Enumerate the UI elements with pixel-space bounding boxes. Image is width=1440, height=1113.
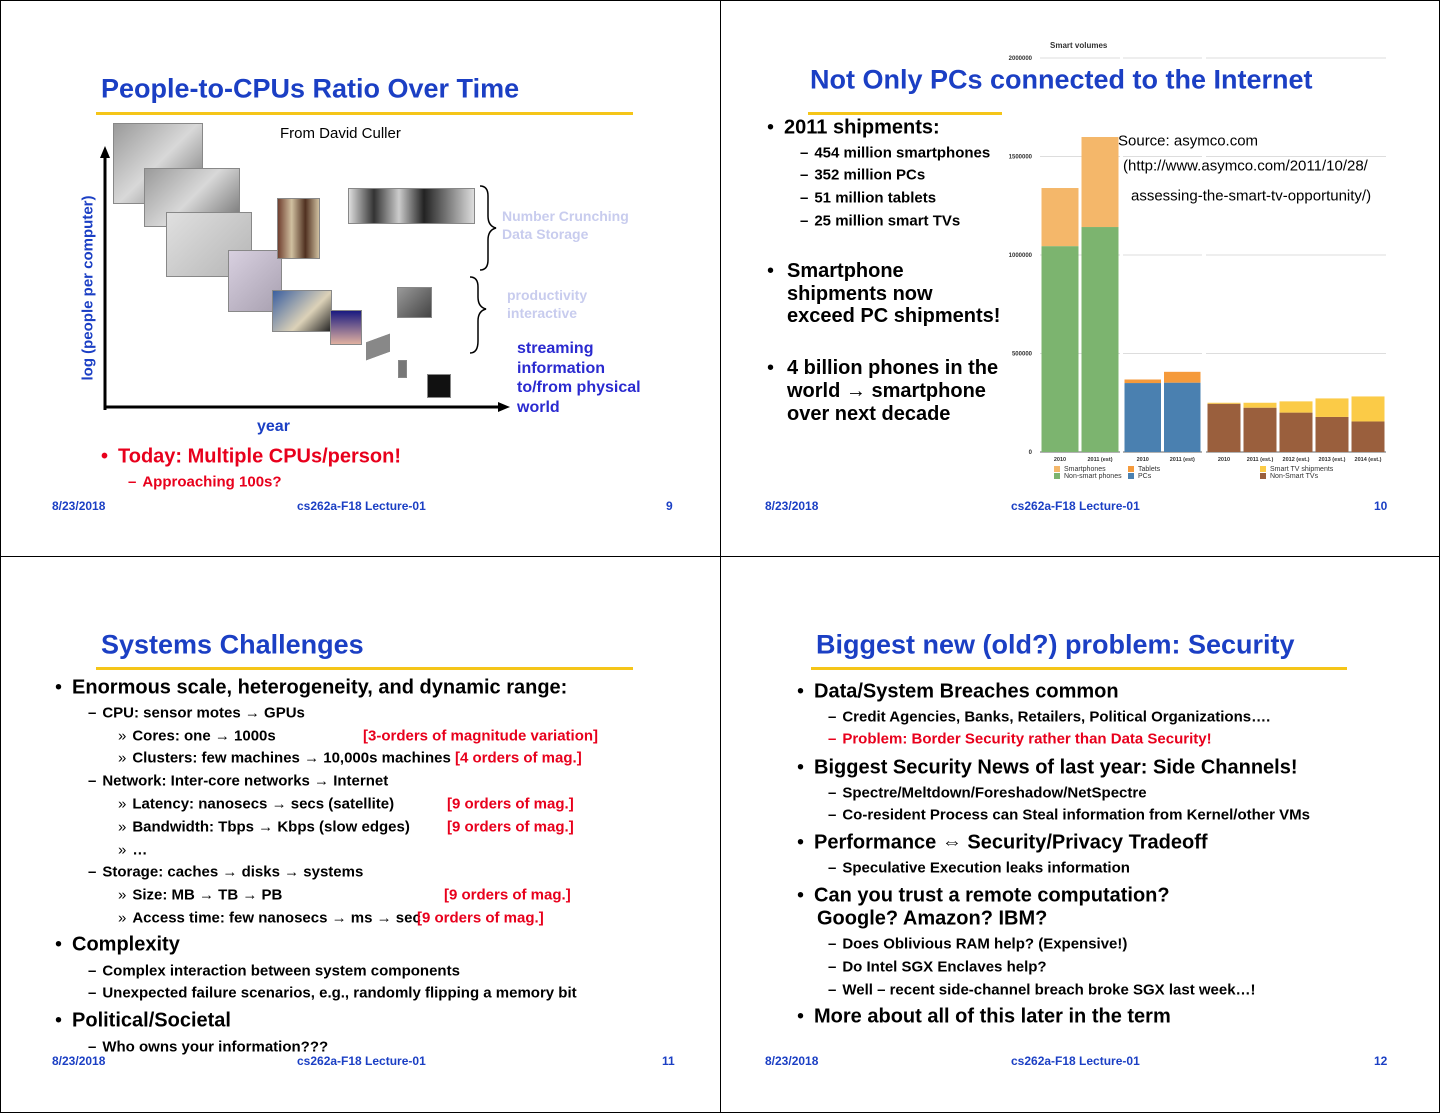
page-number: 10	[1374, 499, 1388, 513]
bullet-text: Network: Inter-core networks → Internet	[102, 772, 389, 790]
slide-title: Systems Challenges	[101, 629, 364, 660]
page-number: 9	[666, 499, 673, 513]
sub-sub-bullet: » Size: MB → TB → PB	[118, 886, 283, 904]
page-number: 11	[662, 1054, 675, 1068]
bullet-text: More about all of this later in the term	[814, 1005, 1171, 1028]
legend-item	[1054, 473, 1122, 480]
legend-swatch	[1260, 473, 1266, 479]
title-underline	[96, 667, 633, 670]
bar-smart-tv-shipments	[1352, 396, 1385, 421]
sub-bullet: – 25 million smart TVs	[800, 212, 961, 230]
x-tick-label: 2014 (est.)	[1354, 457, 1382, 463]
legend-item	[1128, 473, 1151, 480]
label-line: streaming	[517, 340, 594, 357]
bullet-text: Complex interaction between system components	[102, 962, 460, 980]
bullet-text: Size: MB → TB → PB	[132, 886, 283, 904]
bullet-text: 352 million PCs	[814, 166, 926, 184]
bullet-text: Do Intel SGX Enclaves help?	[842, 958, 1047, 976]
bullet-shipments: • 2011 shipments:	[767, 116, 940, 139]
bar-smartphones	[1042, 188, 1079, 246]
label-line: interactive	[507, 305, 578, 321]
bullet-text: Spectre/Meltdown/Foreshadow/NetSpectre	[842, 784, 1147, 802]
legend-swatch	[1054, 473, 1060, 479]
bullet: • Biggest Security News of last year: Side Channels!	[797, 756, 1298, 779]
source-line: Source: asymco.com	[1118, 132, 1259, 150]
bar-smartphones	[1082, 137, 1119, 227]
bullet-text: Access time: few nanosecs → ms → sec	[132, 909, 421, 927]
bullet-text: Credit Agencies, Banks, Retailers, Political Organizations….	[842, 708, 1271, 726]
bullet: • Data/System Breaches common	[797, 680, 1119, 703]
y-tick-label: 2000000	[1008, 56, 1032, 62]
sub-bullet: – Spectre/Meltdown/Foreshadow/NetSpectre	[828, 784, 1147, 802]
bar-smart-tv-shipments	[1244, 403, 1277, 408]
bullet-text: 25 million smart TVs	[814, 212, 961, 230]
bullet-text: Speculative Execution leaks information	[842, 859, 1130, 877]
slide-title: Biggest new (old?) problem: Security	[816, 629, 1295, 660]
legend-item	[1260, 473, 1318, 480]
legend-label: Tablets	[1138, 466, 1161, 473]
sub-bullet: – Approaching 100s?	[128, 473, 282, 491]
bullet-text: …	[132, 841, 148, 859]
bar-pcs	[1164, 383, 1201, 452]
sub-bullet: – Network: Inter-core networks → Internet	[88, 772, 389, 790]
bar-non-smart-tvs	[1352, 421, 1385, 452]
source-url-line: assessing-the-smart-tv-opportunity/)	[1131, 187, 1372, 205]
sub-bullet: – 352 million PCs	[800, 166, 926, 184]
legend-label: Smart TV shipments	[1270, 466, 1334, 473]
sub-bullet: – Unexpected failure scenarios, e.g., randomly flipping a memory bit	[88, 984, 577, 1002]
x-tick-label: 2010	[1217, 457, 1231, 463]
bullet-text: 454 million smartphones	[814, 144, 991, 162]
sub-bullet: – Who owns your information???	[88, 1038, 329, 1056]
bullet-line: shipments now	[787, 282, 933, 305]
bar-non-smart-tvs	[1280, 413, 1313, 452]
footer-course: cs262a-F18 Lecture-01	[1011, 499, 1140, 513]
bullet-text: Unexpected failure scenarios, e.g., randomly flipping a memory bit	[102, 984, 577, 1002]
x-tick-label: 2011 (est.)	[1246, 457, 1274, 463]
sub-bullet: – Well – recent side-channel breach broke SGX last week…!	[828, 981, 1256, 999]
note: [9 orders of mag.]	[447, 795, 574, 813]
bullet-text: Does Oblivious RAM help? (Expensive!)	[842, 935, 1128, 953]
label-line: productivity	[507, 287, 588, 303]
x-axis-label: year	[257, 418, 290, 435]
note: [9 orders of mag.]	[447, 818, 574, 836]
bullet-text: 2011 shipments:	[784, 116, 940, 139]
legend-item	[1260, 466, 1333, 473]
footer-course: cs262a-F18 Lecture-01	[297, 499, 426, 513]
legend-swatch	[1260, 466, 1266, 472]
label-line: to/from physical	[517, 379, 641, 396]
sub-bullet: – CPU: sensor motes → GPUs	[88, 704, 305, 722]
sub-bullet: – Credit Agencies, Banks, Retailers, Political Organizations….	[828, 708, 1271, 726]
bar-non-smart-tvs	[1244, 408, 1277, 452]
bullet-continuation: Google? Amazon? IBM?	[817, 907, 1048, 930]
bar-smart-tv-shipments	[1316, 398, 1349, 417]
bullet-text: Cores: one → 1000s	[132, 727, 276, 745]
bullet-text: Enormous scale, heterogeneity, and dynamic range:	[72, 676, 568, 699]
label-line: Number Crunching	[502, 208, 629, 224]
slide-title: Not Only PCs connected to the Internet	[810, 64, 1313, 95]
sub-bullet: – 454 million smartphones	[800, 144, 991, 162]
source-url-line: (http://www.asymco.com/2011/10/28/	[1123, 157, 1368, 175]
sub-bullet: – Storage: caches → disks → systems	[88, 863, 364, 881]
sub-bullet: – Speculative Execution leaks information	[828, 859, 1130, 877]
bullet-text: Complexity	[72, 933, 180, 956]
bullet-line: world → smartphone	[787, 380, 986, 402]
bullet-text: Can you trust a remote computation?	[814, 884, 1170, 907]
sub-sub-bullet: » Bandwidth: Tbps → Kbps (slow edges)	[118, 818, 410, 836]
note: [3-orders of magnitude variation]	[363, 727, 599, 745]
bullet-text: Data/System Breaches common	[814, 680, 1119, 703]
y-tick-label: 1500000	[1008, 154, 1032, 161]
sub-bullet: – Do Intel SGX Enclaves help?	[828, 958, 1047, 976]
bullet-smartphone: • Smartphone shipments now exceed PC shipments!	[767, 260, 1001, 327]
bullet: • Complexity	[55, 933, 180, 956]
sub-bullet: – 51 million tablets	[800, 189, 937, 207]
bar-non-smart-phones	[1082, 227, 1119, 452]
bar-non-smart-phones	[1042, 246, 1079, 452]
legend-label: PCs	[1138, 473, 1152, 480]
title-underline	[811, 667, 1347, 670]
bullet-text: 51 million tablets	[814, 189, 937, 207]
sub-sub-bullet: » …	[118, 841, 148, 859]
legend-label: Non-smart phones	[1064, 473, 1122, 480]
bullet-text: Clusters: few machines → 10,000s machines	[132, 749, 451, 767]
bullet-text: Well – recent side-channel breach broke SGX last week…!	[842, 981, 1256, 999]
bullet-line: over next decade	[787, 403, 951, 425]
bullet: • Political/Societal	[55, 1009, 231, 1032]
bullet-line: Smartphone	[787, 260, 904, 282]
bullet-4-billion: • 4 billion phones in the world → smartphone over next decade	[767, 357, 999, 425]
legend-label: Non-Smart TVs	[1270, 473, 1319, 480]
bar-pcs	[1125, 383, 1162, 452]
x-tick-label: 2011 (est)	[1087, 457, 1113, 463]
bullet: • Enormous scale, heterogeneity, and dynamic range:	[55, 676, 568, 699]
bullet-text: Co-resident Process can Steal information from Kernel/other VMs	[842, 806, 1310, 824]
bullet: • Can you trust a remote computation?	[797, 884, 1170, 907]
bullet-text: Latency: nanosecs → secs (satellite)	[132, 795, 395, 813]
slide-title: People-to-CPUs Ratio Over Time	[101, 73, 520, 104]
y-tick-label: 0	[1028, 450, 1032, 456]
bullet-text: Who owns your information???	[102, 1038, 329, 1056]
legend-swatch	[1128, 473, 1134, 479]
bullet-text: Today: Multiple CPUs/person!	[118, 445, 401, 468]
sub-sub-bullet: » Latency: nanosecs → secs (satellite)	[118, 795, 395, 813]
bullet-today: • Today: Multiple CPUs/person!	[101, 445, 401, 468]
bar-non-smart-tvs	[1316, 417, 1349, 452]
y-tick-label: 1000000	[1008, 253, 1032, 259]
footer-date: 8/23/2018	[52, 499, 106, 513]
chart-title: Smart volumes	[1050, 41, 1108, 50]
sub-sub-bullet: » Cores: one → 1000s	[118, 727, 276, 745]
bullet-text: Political/Societal	[72, 1009, 231, 1032]
bullet-text: Performance ⇔ Security/Privacy Tradeoff	[814, 831, 1208, 854]
note: [4 orders of mag.]	[455, 749, 582, 767]
label-line: world	[517, 398, 560, 416]
x-tick-label: 2010	[1136, 457, 1149, 463]
sub-bullet: – Does Oblivious RAM help? (Expensive!)	[828, 935, 1128, 953]
label-line: information	[517, 359, 605, 377]
bullet-text: Bandwidth: Tbps → Kbps (slow edges)	[132, 818, 410, 836]
footer-date: 8/23/2018	[765, 499, 819, 513]
x-tick-label: 2010	[1053, 457, 1067, 463]
bullet-text: Problem: Border Security rather than Data Security!	[842, 730, 1212, 748]
sub-bullet: – Co-resident Process can Steal information from Kernel/other VMs	[828, 806, 1310, 824]
footer-date: 8/23/2018	[52, 1054, 106, 1068]
y-tick-label: 500000	[1011, 351, 1032, 358]
bar-smart-tv-shipments	[1208, 403, 1241, 404]
sub-bullet: – Problem: Border Security rather than Data Security!	[828, 730, 1212, 748]
x-tick-label: 2011 (est)	[1169, 457, 1195, 463]
bullet-line: exceed PC shipments!	[787, 305, 1001, 327]
note: [9 orders of mag.]	[417, 909, 544, 927]
bar-tablets	[1125, 380, 1162, 384]
credit-text: From David Culler	[280, 125, 401, 142]
sub-bullet: – Complex interaction between system components	[88, 962, 460, 980]
bullet-text: CPU: sensor motes → GPUs	[102, 704, 305, 722]
legend-label: Smartphones	[1064, 466, 1106, 473]
footer-course: cs262a-F18 Lecture-01	[1011, 1054, 1140, 1068]
bullet-text: Biggest Security News of last year: Side Channels!	[814, 756, 1298, 779]
sub-sub-bullet: » Access time: few nanosecs → ms → sec	[118, 909, 421, 927]
page-number: 12	[1374, 1054, 1388, 1068]
footer-course: cs262a-F18 Lecture-01	[297, 1054, 426, 1068]
bar-smart-tv-shipments	[1280, 401, 1313, 412]
bar-tablets	[1164, 372, 1201, 383]
y-axis-label: log (people per computer)	[79, 195, 97, 381]
bullet-text: Storage: caches → disks → systems	[102, 863, 364, 881]
x-tick-label: 2013 (est.)	[1318, 457, 1346, 463]
bullet: • More about all of this later in the term	[797, 1005, 1171, 1028]
footer-date: 8/23/2018	[765, 1054, 819, 1068]
bar-non-smart-tvs	[1208, 404, 1241, 452]
bullet-line: 4 billion phones in the	[787, 357, 999, 379]
note: [9 orders of mag.]	[444, 886, 571, 904]
legend-swatch	[1128, 466, 1134, 472]
legend-swatch	[1054, 466, 1060, 472]
legend-item	[1128, 466, 1160, 473]
legend-item	[1054, 466, 1106, 473]
sub-sub-bullet: » Clusters: few machines → 10,000s machines [4 orders of mag.]	[118, 749, 582, 767]
label-line: Data Storage	[502, 226, 589, 242]
bullet-text: Approaching 100s?	[142, 473, 282, 491]
bullet: • Performance ⇔ Security/Privacy Tradeoff	[797, 831, 1208, 854]
x-tick-label: 2012 (est.)	[1282, 457, 1310, 463]
